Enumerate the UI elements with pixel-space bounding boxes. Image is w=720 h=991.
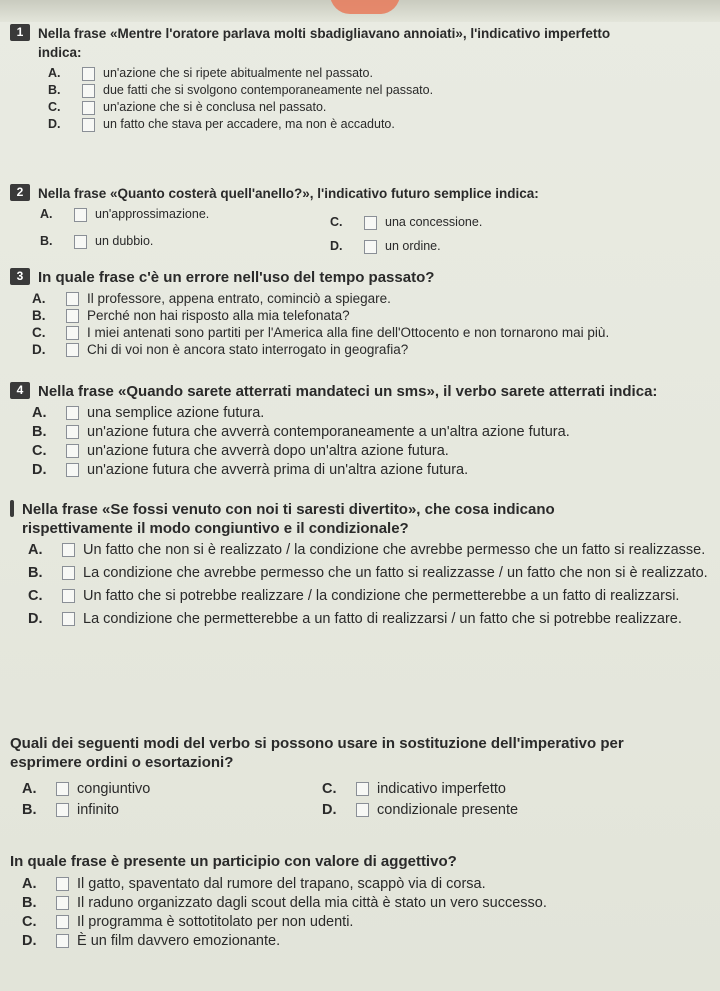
answer-checkbox[interactable] (364, 216, 377, 230)
option-a (28, 206, 318, 231)
answer-checkbox[interactable] (66, 425, 79, 439)
answer-checkbox[interactable] (56, 803, 69, 817)
option-text: un'azione che si ripete abitualmente nel passato. (103, 66, 373, 80)
answer-checkbox[interactable] (62, 589, 75, 603)
answer-checkbox[interactable] (356, 782, 369, 796)
question-text: Nella frase «Quanto costerà quell'anello?», l'indicativo futuro semplice indica: (38, 186, 539, 201)
option-text: La condizione che permetterebbe a un fatto di realizzarsi / un fatto che si potrebbe realizzare. (83, 611, 682, 627)
option-text: Perché non hai risposto alla mia telefonata? (87, 308, 350, 323)
option-text: un'azione che si è conclusa nel passato. (103, 100, 327, 114)
option-text: una concessione. (385, 215, 483, 229)
option-text: un dubbio. (95, 234, 154, 248)
option-c (318, 214, 618, 231)
question-header (10, 500, 710, 538)
option-text: Un fatto che si potrebbe realizzare / la condizione che permetterebbe a un fatto di realizzarsi. (83, 588, 680, 604)
option-text: È un film davvero emozionante. (77, 933, 281, 949)
option-b (20, 423, 710, 442)
answer-checkbox[interactable] (364, 240, 377, 254)
question-text: Nella frase «Mentre l'oratore parlava molti sbadigliavano annoiati», l'indicativo imperfetto indica: (38, 26, 611, 60)
answer-checkbox[interactable] (62, 612, 75, 626)
option-c (20, 442, 710, 461)
option-letter: D. (48, 117, 61, 131)
answer-checkbox[interactable] (56, 934, 69, 948)
option-letter: C. (22, 914, 37, 930)
question-number (10, 500, 14, 517)
option-letter: D. (32, 342, 46, 357)
option-letter: A. (32, 291, 46, 306)
option-text: I miei antenati sono partiti per l'America alla fine dell'Ottocento e non tornarono mai più. (87, 325, 610, 340)
option-b (10, 894, 710, 913)
option-letter: B. (40, 234, 53, 248)
answer-checkbox[interactable] (56, 915, 69, 929)
option-c (10, 913, 710, 932)
option-text: La condizione che avrebbe permesso che un fatto si realizzasse / un fatto che non si è realizzato. (83, 565, 708, 581)
option-c (36, 99, 710, 116)
option-text: un ordine. (385, 239, 441, 253)
question-number: 3 (10, 268, 30, 285)
option-text: un'approssimazione. (95, 207, 210, 221)
options-list (28, 206, 710, 255)
option-a (10, 875, 710, 894)
question-header (10, 268, 710, 287)
question-number: 1 (10, 24, 30, 41)
option-text: Il programma è sottotitolato per non udenti. (77, 914, 354, 930)
option-a (20, 404, 710, 423)
option-b (16, 564, 710, 583)
option-letter: D. (330, 239, 343, 253)
option-letter: A. (40, 207, 53, 221)
option-text: un'azione futura che avverrà prima di un'altra azione futura. (87, 462, 469, 478)
option-text: un'azione futura che avverrà contemporaneamente a un'altra azione futura. (87, 424, 570, 440)
option-letter: D. (322, 802, 337, 818)
option-letter: B. (22, 802, 37, 818)
question-number: 2 (10, 184, 30, 201)
answer-checkbox[interactable] (56, 782, 69, 796)
options-list (16, 541, 710, 629)
answer-checkbox[interactable] (66, 309, 79, 323)
option-text: indicativo imperfetto (377, 781, 506, 797)
answer-checkbox[interactable] (56, 896, 69, 910)
options-list (10, 875, 710, 951)
question-1 (10, 24, 710, 133)
option-letter: B. (48, 83, 61, 97)
question-text: Nella frase «Quando sarete atterrati mandateci un sms», il verbo sarete atterrati indica: (38, 383, 658, 400)
options-list (10, 780, 710, 820)
options-list (20, 290, 710, 358)
question-4 (10, 382, 710, 480)
question-text: Quali dei seguenti modi del verbo si possono usare in sostituzione dell'imperativo per esprimere ordini o esortazioni? (10, 735, 624, 771)
option-b (28, 233, 318, 255)
option-letter: B. (32, 308, 46, 323)
option-text: una semplice azione futura. (87, 405, 265, 421)
options-list (20, 404, 710, 480)
answer-checkbox[interactable] (66, 406, 79, 420)
option-text: Un fatto che non si è realizzato / la condizione che avrebbe permesso che un fatto si realizzasse. (83, 542, 706, 558)
option-d (10, 932, 710, 951)
option-d (20, 461, 710, 480)
question-text: In quale frase c'è un errore nell'uso del tempo passato? (38, 269, 435, 286)
option-letter: A. (48, 66, 61, 80)
option-text: un fatto che stava per accadere, ma non è accaduto. (103, 117, 395, 131)
option-letter: A. (22, 781, 37, 797)
option-text: Il raduno organizzato dagli scout della mia città è stato un vero successo. (77, 895, 547, 911)
option-a (36, 65, 710, 82)
answer-checkbox[interactable] (66, 444, 79, 458)
question-7 (10, 852, 710, 951)
option-letter: A. (22, 876, 37, 892)
option-d (20, 341, 710, 358)
question-header (10, 734, 710, 772)
question-header (10, 24, 710, 62)
option-letter: A. (28, 542, 43, 558)
option-letter: B. (28, 565, 43, 581)
options-list (36, 65, 710, 133)
option-text: condizionale presente (377, 802, 519, 818)
option-d (16, 610, 710, 629)
answer-checkbox[interactable] (62, 543, 75, 557)
option-d (36, 116, 710, 133)
answer-checkbox[interactable] (82, 67, 95, 81)
answer-checkbox[interactable] (66, 463, 79, 477)
question-5 (10, 500, 710, 629)
answer-checkbox[interactable] (74, 235, 87, 249)
answer-checkbox[interactable] (82, 101, 95, 115)
answer-checkbox[interactable] (66, 326, 79, 340)
question-header (10, 184, 710, 203)
answer-checkbox[interactable] (82, 118, 95, 132)
option-c (16, 587, 710, 606)
option-letter: B. (32, 424, 47, 440)
question-6 (10, 734, 710, 820)
option-text: Il professore, appena entrato, cominciò a spiegare. (87, 291, 391, 306)
option-c (310, 780, 610, 799)
option-d (318, 238, 618, 255)
option-b (36, 82, 710, 99)
answer-checkbox[interactable] (66, 343, 79, 357)
option-a (20, 290, 710, 307)
option-letter: C. (32, 443, 47, 459)
option-c (20, 324, 710, 341)
option-letter: C. (322, 781, 337, 797)
option-a (16, 541, 710, 560)
option-b (20, 307, 710, 324)
question-text: In quale frase è presente un participio con valore di aggettivo? (10, 853, 457, 870)
option-text: infinito (77, 802, 119, 818)
answer-checkbox[interactable] (56, 877, 69, 891)
question-number: 4 (10, 382, 30, 399)
question-text: Nella frase «Se fossi venuto con noi ti saresti divertito», che cosa indicano rispettivamente il modo congiuntivo e il condizionale? (22, 501, 555, 537)
option-text: due fatti che si svolgono contemporaneamente nel passato. (103, 83, 434, 97)
question-2 (10, 184, 710, 255)
option-letter: C. (32, 325, 46, 340)
option-a (10, 780, 310, 799)
question-3 (10, 268, 710, 358)
question-header (10, 852, 710, 871)
option-text: Il gatto, spaventato dal rumore del trapano, scappò via di corsa. (77, 876, 486, 892)
answer-checkbox[interactable] (82, 84, 95, 98)
option-text: congiuntivo (77, 781, 151, 797)
option-letter: C. (330, 215, 343, 229)
option-letter: B. (22, 895, 37, 911)
answer-checkbox[interactable] (62, 566, 75, 580)
option-letter: C. (48, 100, 61, 114)
option-b (10, 801, 310, 820)
option-text: un'azione futura che avverrà dopo un'altra azione futura. (87, 443, 449, 459)
option-letter: D. (28, 611, 43, 627)
option-d (310, 801, 610, 820)
option-letter: C. (28, 588, 43, 604)
option-letter: D. (22, 933, 37, 949)
option-letter: D. (32, 462, 47, 478)
option-text: Chi di voi non è ancora stato interrogato in geografia? (87, 342, 409, 357)
answer-checkbox[interactable] (356, 803, 369, 817)
answer-checkbox[interactable] (66, 292, 79, 306)
answer-checkbox[interactable] (74, 208, 87, 222)
question-header (10, 382, 710, 401)
option-letter: A. (32, 405, 47, 421)
